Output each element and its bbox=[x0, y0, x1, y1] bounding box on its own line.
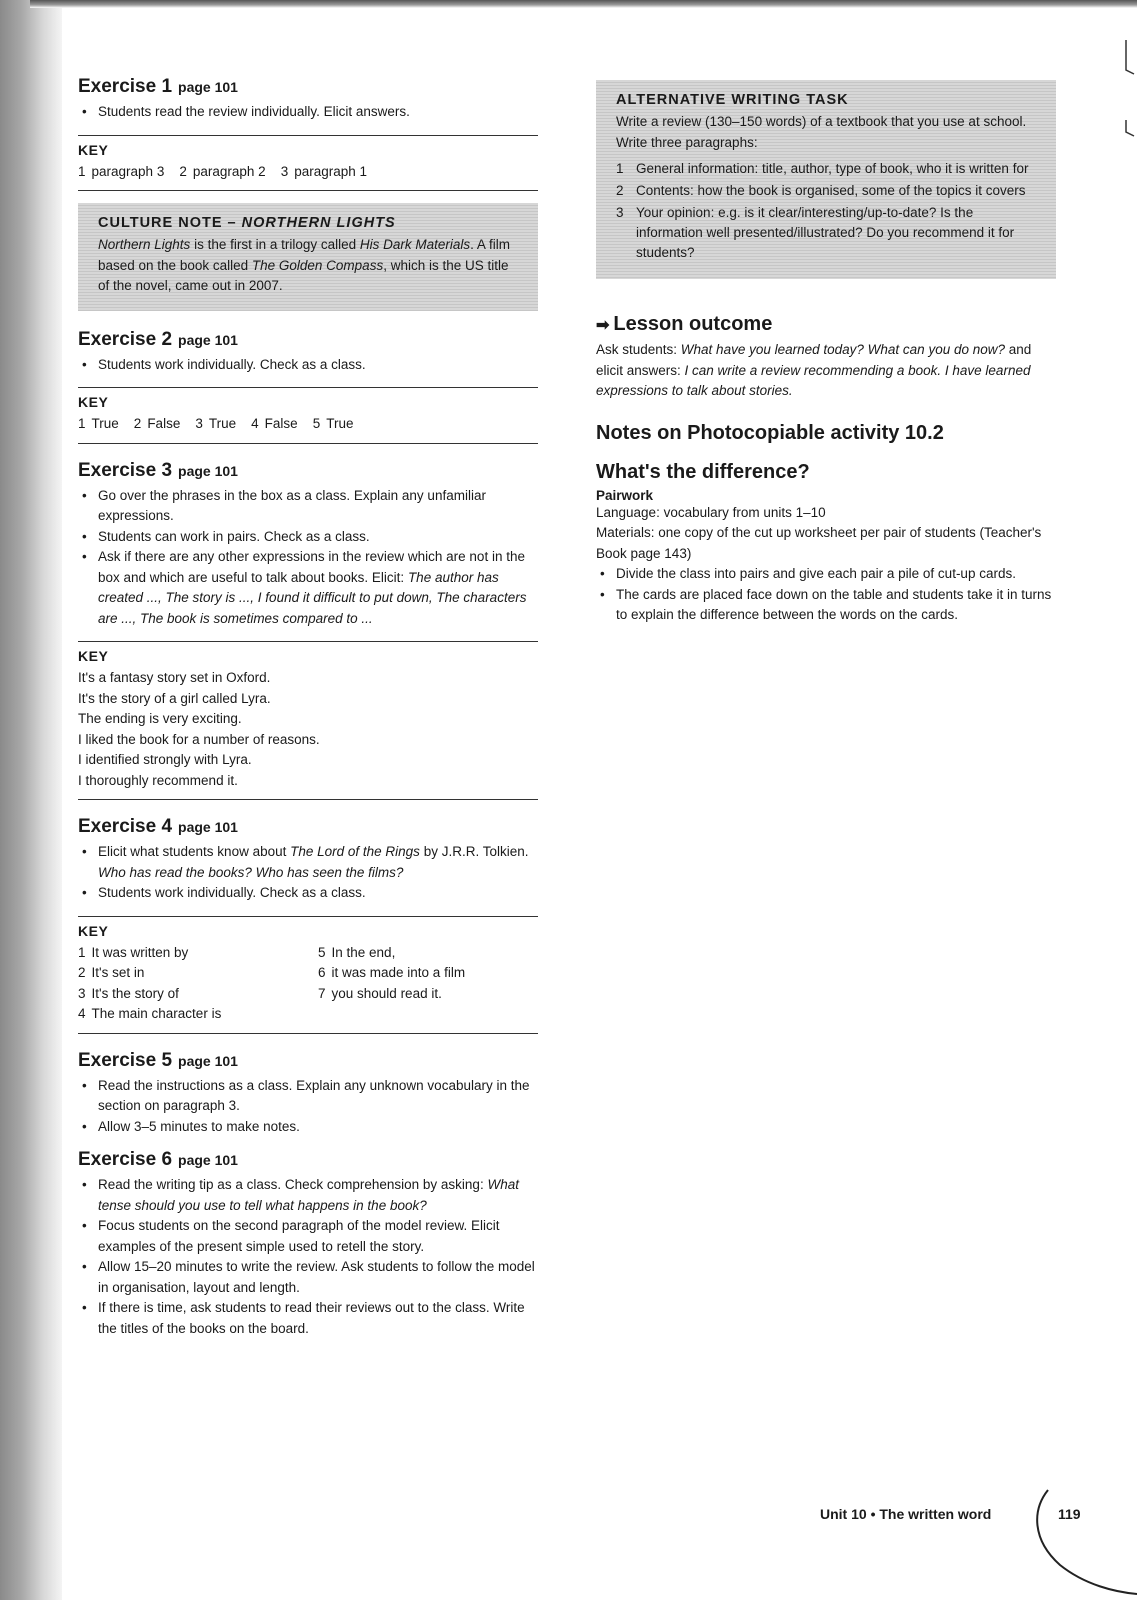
bullet: • Students work individually. Check as a class. bbox=[98, 883, 538, 904]
key-number: 2 bbox=[179, 163, 187, 179]
alternative-writing-task-list bbox=[616, 159, 1038, 263]
lesson-outcome-text-part: Ask students: bbox=[596, 342, 681, 357]
task-item-text: Your opinion: e.g. is it clear/interesting/up-to-date? Is the information well presented/illustrated? Do you recommend it for students? bbox=[636, 205, 1015, 260]
exercise-3-key bbox=[78, 641, 538, 800]
key-line: It's a fantasy story set in Oxford. bbox=[78, 670, 271, 685]
key-number: 5 bbox=[318, 944, 326, 960]
bullet bbox=[98, 547, 538, 629]
key-cell bbox=[78, 1004, 318, 1025]
task-item bbox=[616, 159, 1038, 179]
bullet-text: Read the writing tip as a class. Check comprehension by asking: bbox=[98, 1177, 488, 1192]
exercise-4 bbox=[78, 816, 538, 1034]
exercise-2-page: page 101 bbox=[178, 331, 238, 348]
bullet: • The cards are placed face down on the table and students take it in turns to explain the difference between the words on the cards. bbox=[616, 585, 1056, 626]
key-answer: It's the story of bbox=[91, 985, 179, 1001]
task-item-text: Contents: how the book is organised, some of the topics it covers bbox=[636, 183, 1026, 198]
bullet bbox=[98, 1175, 538, 1216]
notes-materials: Materials: one copy of the cut up worksheet per pair of students (Teacher's Book page 143) bbox=[596, 525, 1042, 561]
exercise-5-heading bbox=[78, 1050, 538, 1072]
exercise-1-title: Exercise 1 bbox=[78, 76, 173, 97]
key-label: KEY bbox=[78, 394, 109, 410]
exercise-2-title: Exercise 2 bbox=[78, 328, 173, 350]
notes-title: Notes on Photocopiable activity 10.2 bbox=[596, 421, 944, 444]
key-cell bbox=[318, 963, 518, 984]
exercise-6-title: Exercise 6 bbox=[78, 1149, 173, 1170]
exercise-2-bullets bbox=[78, 355, 538, 376]
photocopiable-notes bbox=[596, 422, 1056, 626]
key-cell-empty bbox=[318, 1004, 518, 1025]
key-answer: It was written by bbox=[91, 944, 189, 960]
bullet-text: Ask if there are any other expressions in the review which are not in the box and which are useful to talk about books. Elicit: bbox=[98, 549, 525, 585]
right-column bbox=[596, 76, 1056, 626]
key-number: 3 bbox=[195, 416, 203, 431]
key-answer: False bbox=[264, 416, 298, 431]
culture-note-text-part: Northern Lights bbox=[98, 237, 191, 252]
alternative-writing-task-heading: ALTERNATIVE WRITING TASK bbox=[616, 92, 849, 108]
key-cell bbox=[78, 943, 318, 964]
key-answer: In the end, bbox=[331, 944, 396, 960]
bullet: • Students work individually. Check as a class. bbox=[98, 355, 538, 376]
culture-note-text-part: is the first in a trilogy called bbox=[190, 237, 360, 252]
exercise-2-key bbox=[78, 387, 538, 444]
bullet: • Read the instructions as a class. Explain any unknown vocabulary in the section on paragraph 3. bbox=[98, 1076, 538, 1117]
task-item bbox=[616, 181, 1038, 201]
key-cell bbox=[78, 963, 318, 984]
key-cell bbox=[318, 943, 518, 964]
left-column bbox=[78, 76, 538, 1351]
bullet: • Go over the phrases in the box as a class. Explain any unfamiliar expressions. bbox=[98, 486, 538, 527]
exercise-4-heading bbox=[78, 816, 538, 838]
page-spine-shadow bbox=[0, 0, 62, 1600]
key-row bbox=[78, 162, 538, 183]
lesson-outcome-heading bbox=[596, 313, 1056, 336]
exercise-6-heading bbox=[78, 1149, 538, 1171]
key-answer: True bbox=[91, 416, 119, 431]
page-top-edge bbox=[30, 0, 1137, 8]
bullet: • Divide the class into pairs and give each pair a pile of cut-up cards. bbox=[616, 564, 1056, 585]
bullet: • If there is time, ask students to read their reviews out to the class. Write the titles of the books on the board. bbox=[98, 1298, 538, 1339]
exercise-5-title: Exercise 5 bbox=[78, 1049, 173, 1071]
task-item-number: 2 bbox=[616, 183, 624, 198]
key-number: 2 bbox=[78, 965, 86, 980]
key-line: I liked the book for a number of reasons. bbox=[78, 731, 320, 747]
key-cell bbox=[318, 984, 518, 1005]
exercise-4-title: Exercise 4 bbox=[78, 816, 173, 837]
exercise-4-key bbox=[78, 916, 538, 1034]
key-number: 4 bbox=[251, 416, 259, 431]
key-label: KEY bbox=[78, 922, 109, 939]
task-item-number: 1 bbox=[616, 161, 624, 176]
exercise-5 bbox=[78, 1050, 538, 1138]
key-number: 7 bbox=[318, 985, 326, 1001]
exercise-3-bullets bbox=[78, 486, 538, 630]
key-row bbox=[78, 414, 538, 435]
exercise-5-bullets bbox=[78, 1076, 538, 1138]
key-answer: paragraph 3 bbox=[91, 163, 165, 179]
exercise-4-page: page 101 bbox=[178, 819, 238, 835]
task-item-text: General information: title, author, type of book, who it is written for bbox=[636, 161, 1029, 176]
exercise-3-heading bbox=[78, 460, 538, 482]
key-number: 3 bbox=[78, 985, 86, 1001]
bullet: • Students can work in pairs. Check as a class. bbox=[98, 527, 538, 548]
key-number: 3 bbox=[280, 163, 289, 179]
key-answer: you should read it. bbox=[331, 985, 442, 1001]
exercise-2 bbox=[78, 329, 538, 444]
lesson-outcome-answer: I can write a review recommending a book. I have learned expressions to talk about stories. bbox=[596, 362, 1031, 398]
task-item bbox=[616, 203, 1038, 263]
key-number: 1 bbox=[78, 163, 86, 179]
key-line: The ending is very exciting. bbox=[78, 711, 242, 726]
bullet: • Focus students on the second paragraph of the model review. Elicit examples of the present simple used to retell the story. bbox=[98, 1216, 538, 1257]
exercise-4-bullets bbox=[78, 842, 538, 904]
key-grid bbox=[78, 943, 538, 1025]
key-answer: paragraph 2 bbox=[192, 163, 266, 179]
page-number: 119 bbox=[1058, 1506, 1081, 1522]
lesson-outcome-text bbox=[596, 340, 1056, 402]
exercise-1-key bbox=[78, 135, 538, 192]
culture-note-box bbox=[78, 203, 538, 311]
alternative-writing-task-intro: Write a review (130–150 words) of a textbook that you use at school. Write three paragraphs: bbox=[616, 114, 1027, 150]
exercise-1-heading bbox=[78, 76, 538, 98]
key-number: 1 bbox=[78, 944, 86, 960]
key-line: I thoroughly recommend it. bbox=[78, 772, 238, 788]
exercise-6 bbox=[78, 1149, 538, 1339]
key-cell bbox=[78, 984, 318, 1005]
key-answer: it was made into a film bbox=[331, 965, 466, 980]
key-answer: The main character is bbox=[91, 1006, 222, 1021]
notes-subtitle: What's the difference? bbox=[596, 460, 810, 483]
book-title: The Lord of the Rings bbox=[290, 844, 420, 859]
key-answer: False bbox=[147, 416, 181, 431]
key-label: KEY bbox=[78, 648, 109, 664]
key-answer: paragraph 1 bbox=[294, 163, 368, 179]
bullet-question: Who has read the books? Who has seen the films? bbox=[98, 864, 404, 880]
culture-note-text bbox=[98, 235, 520, 297]
notes-language: Language: vocabulary from units 1–10 bbox=[596, 504, 826, 520]
culture-note-heading-prefix: CULTURE NOTE – bbox=[98, 215, 242, 231]
culture-note-text-part: His Dark Materials bbox=[359, 237, 471, 252]
bullet-question: What tense should you use to tell what happens in the book? bbox=[98, 1177, 519, 1213]
task-item-number: 3 bbox=[616, 205, 624, 220]
exercise-3-title: Exercise 3 bbox=[78, 459, 173, 481]
key-number: 4 bbox=[78, 1006, 86, 1021]
arrow-right-icon: ➡ bbox=[596, 317, 610, 334]
bullet bbox=[98, 842, 538, 883]
lesson-outcome bbox=[596, 313, 1056, 402]
key-line: I identified strongly with Lyra. bbox=[78, 752, 252, 767]
key-answer: It's set in bbox=[91, 965, 145, 980]
exercise-1 bbox=[78, 76, 538, 191]
key-number: 6 bbox=[318, 965, 326, 980]
exercise-6-bullets bbox=[78, 1175, 538, 1339]
footer-unit-title: Unit 10 • The written word bbox=[820, 1506, 992, 1522]
exercise-3 bbox=[78, 460, 538, 801]
exercise-3-page: page 101 bbox=[178, 462, 238, 479]
exercise-5-page: page 101 bbox=[178, 1052, 238, 1069]
lesson-outcome-text-part: and elicit answers: bbox=[596, 342, 1032, 378]
lesson-outcome-question: What have you learned today? What can you do now? bbox=[680, 342, 1006, 357]
bullet: • Students read the review individually. Elicit answers. bbox=[98, 102, 538, 123]
key-line: It's the story of a girl called Lyra. bbox=[78, 690, 271, 706]
exercise-1-page: page 101 bbox=[178, 79, 238, 95]
bullet: • Allow 15–20 minutes to write the review. Ask students to follow the model in organisation, layout and length. bbox=[98, 1257, 538, 1298]
key-label: KEY bbox=[78, 141, 109, 158]
lesson-outcome-title: Lesson outcome bbox=[613, 313, 773, 335]
culture-note-heading-title: NORTHERN LIGHTS bbox=[241, 215, 396, 231]
exercise-1-bullets bbox=[78, 102, 538, 123]
notes-bullets bbox=[596, 564, 1056, 626]
page-edge-marks bbox=[1122, 40, 1137, 160]
culture-note-text-part: , which is the US title of the novel, came out in 2007. bbox=[98, 257, 509, 293]
key-number: 2 bbox=[133, 416, 142, 431]
culture-note-text-part: . A film based on the book called bbox=[98, 237, 510, 273]
alternative-writing-task-box bbox=[596, 80, 1056, 279]
key-number: 5 bbox=[312, 416, 321, 431]
page-corner-curve bbox=[1030, 1480, 1137, 1600]
key-answer: True bbox=[208, 416, 237, 431]
key-number: 1 bbox=[78, 416, 86, 431]
bullet-example-text: The author has created ..., The story is ..., I found it difficult to put down, The characters are ..., The book is sometimes compared to ... bbox=[98, 569, 527, 626]
bullet: • Allow 3–5 minutes to make notes. bbox=[98, 1117, 538, 1138]
notes-mode: Pairwork bbox=[596, 487, 654, 503]
bullet-text: Elicit what students know about bbox=[98, 844, 291, 859]
culture-note-heading bbox=[98, 215, 520, 231]
exercise-2-heading bbox=[78, 329, 538, 351]
key-answer: True bbox=[326, 416, 354, 431]
exercise-6-page: page 101 bbox=[178, 1152, 238, 1168]
culture-note-text-part: The Golden Compass bbox=[251, 257, 384, 273]
bullet-text: by J.R.R. Tolkien. bbox=[419, 844, 529, 859]
